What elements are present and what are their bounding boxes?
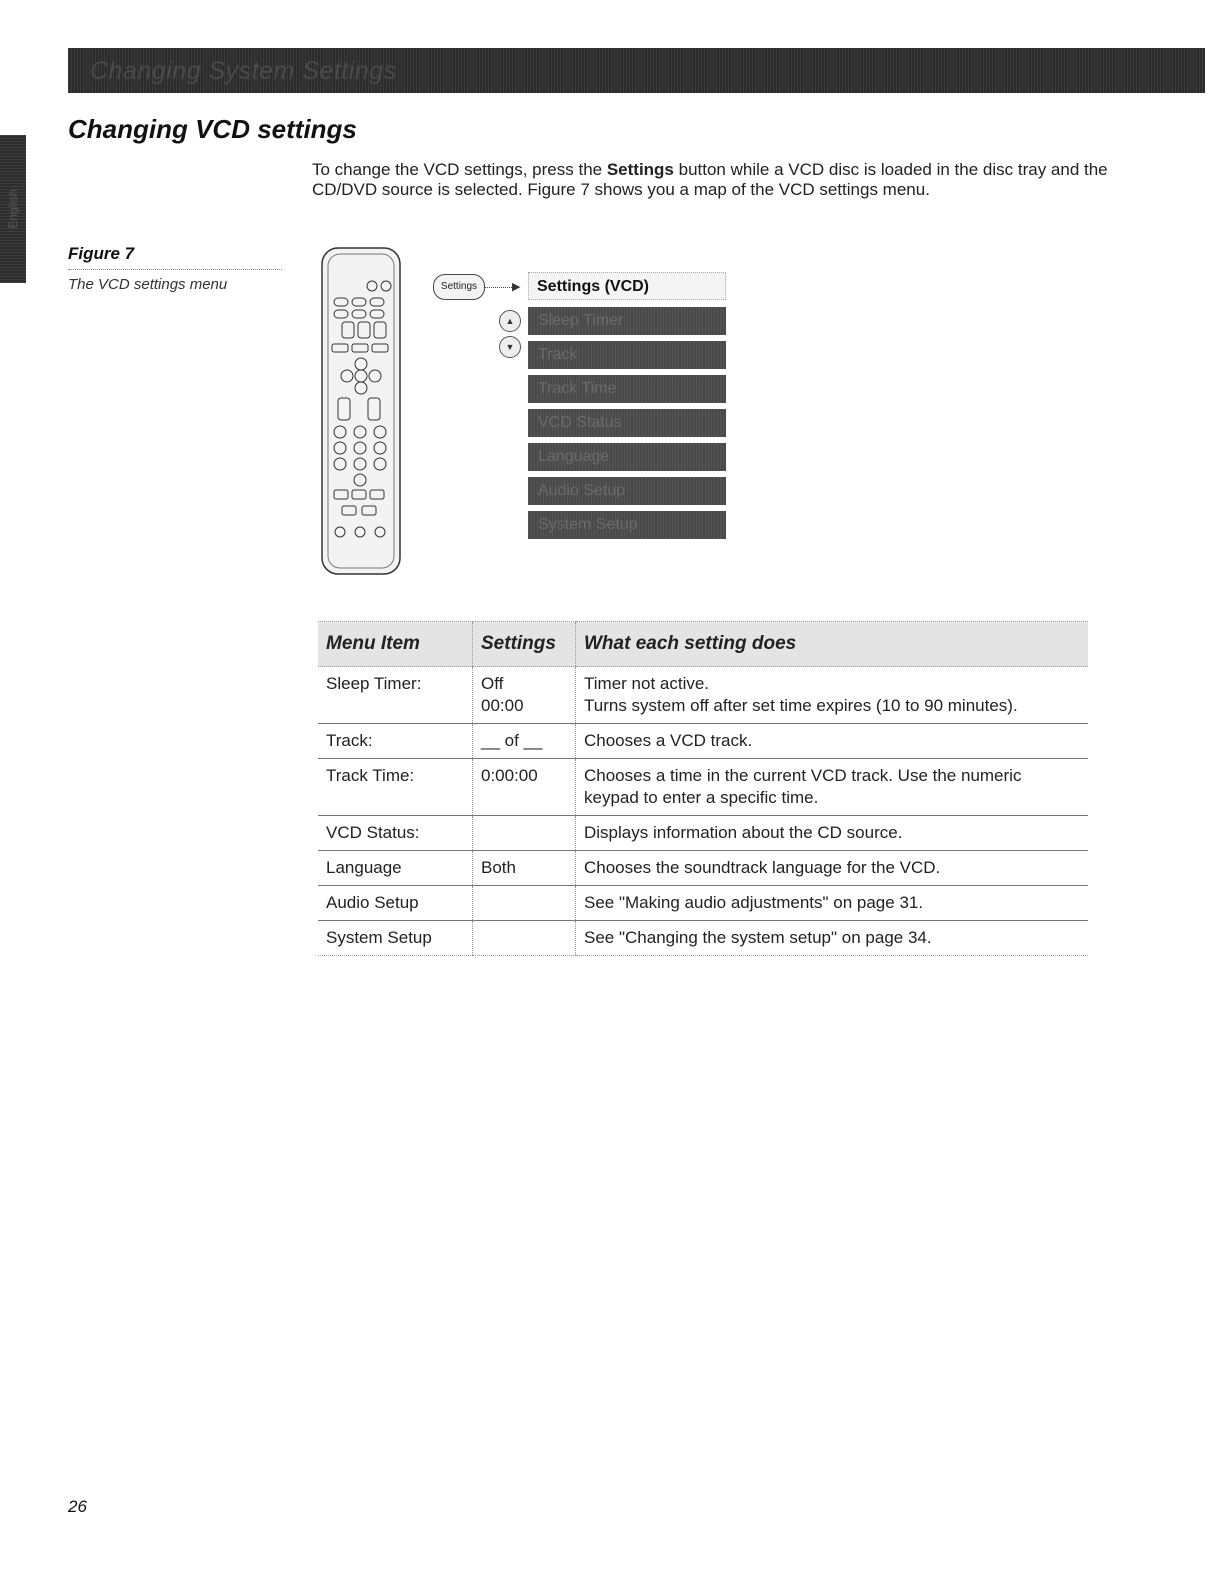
section-title: Changing VCD settings	[68, 114, 357, 144]
cell-description: See "Changing the system setup" on page 34.	[576, 921, 1089, 956]
intro-settings-bold: Settings	[606, 160, 674, 179]
cell-setting: Off 00:00	[473, 667, 576, 724]
menu-item-vcd-status: VCD Status	[528, 409, 726, 437]
table-body	[318, 667, 1088, 956]
cell-setting	[473, 921, 576, 956]
cell-setting	[473, 886, 576, 921]
table-row	[318, 816, 1088, 851]
arrow-right-icon: ▶	[512, 281, 521, 293]
table-row	[318, 886, 1088, 921]
table-row	[318, 921, 1088, 956]
table-row	[318, 724, 1088, 759]
cell-setting	[473, 816, 576, 851]
cell-setting: 0:00:00	[473, 759, 576, 816]
header-description: What each setting does	[576, 622, 1089, 667]
cell-description: Timer not active. Turns system off after set time expires (10 to 90 minutes).	[576, 667, 1089, 724]
cell-description: Chooses a time in the current VCD track. Use the numeric keypad to enter a specific time.	[576, 759, 1089, 816]
table-header-row	[318, 622, 1088, 667]
cell-menu-item: Track Time:	[318, 759, 473, 816]
cell-menu-item: Audio Setup	[318, 886, 473, 921]
table-row	[318, 667, 1088, 724]
chapter-header-bar	[68, 48, 1205, 93]
intro-paragraph	[312, 160, 1152, 200]
menu-item-audio-setup: Audio Setup	[528, 477, 726, 505]
figure-rule	[68, 269, 282, 270]
menu-item-system-setup: System Setup	[528, 511, 726, 539]
figure-label: Figure 7	[68, 244, 135, 263]
arrow-down-icon: ▼	[499, 336, 521, 358]
chapter-title: Changing System Settings	[90, 57, 397, 85]
cell-setting: Both	[473, 851, 576, 886]
cell-menu-item: Sleep Timer:	[318, 667, 473, 724]
header-settings: Settings	[473, 622, 576, 667]
intro-text-1: To change the VCD settings, press the	[312, 160, 607, 179]
cell-description: Chooses a VCD track.	[576, 724, 1089, 759]
cell-setting: __ of __	[473, 724, 576, 759]
cell-menu-item: VCD Status:	[318, 816, 473, 851]
cell-menu-item: Language	[318, 851, 473, 886]
menu-item-track: Track	[528, 341, 726, 369]
side-tab-label: English	[6, 189, 20, 229]
cell-menu-item: Track:	[318, 724, 473, 759]
cell-description: See "Making audio adjustments" on page 31.	[576, 886, 1089, 921]
menu-item-sleep-timer: Sleep Timer	[528, 307, 726, 335]
cell-description: Chooses the soundtrack language for the VCD.	[576, 851, 1089, 886]
settings-table	[318, 621, 1088, 956]
remote-control-illustration	[318, 246, 404, 578]
menu-item-language: Language	[528, 443, 726, 471]
language-side-tab	[0, 135, 26, 283]
figure-caption: The VCD settings menu	[68, 276, 228, 293]
cell-description: Displays information about the CD source.	[576, 816, 1089, 851]
flow-connector	[484, 287, 514, 288]
menu-header: Settings (VCD)	[528, 272, 726, 300]
page-number: 26	[68, 1497, 87, 1516]
table-row	[318, 759, 1088, 816]
menu-item-track-time: Track Time	[528, 375, 726, 403]
arrow-up-icon: ▲	[499, 310, 521, 332]
settings-menu-list	[528, 307, 726, 545]
cell-menu-item: System Setup	[318, 921, 473, 956]
settings-button-icon: Settings	[433, 274, 485, 300]
header-menu-item: Menu Item	[318, 622, 473, 667]
table-row	[318, 851, 1088, 886]
intro-text-2: button while a VCD disc is loaded in the disc tray and the CD/DVD source is selected. Figure 7 shows you a map of the VCD settings menu.	[312, 160, 1108, 199]
